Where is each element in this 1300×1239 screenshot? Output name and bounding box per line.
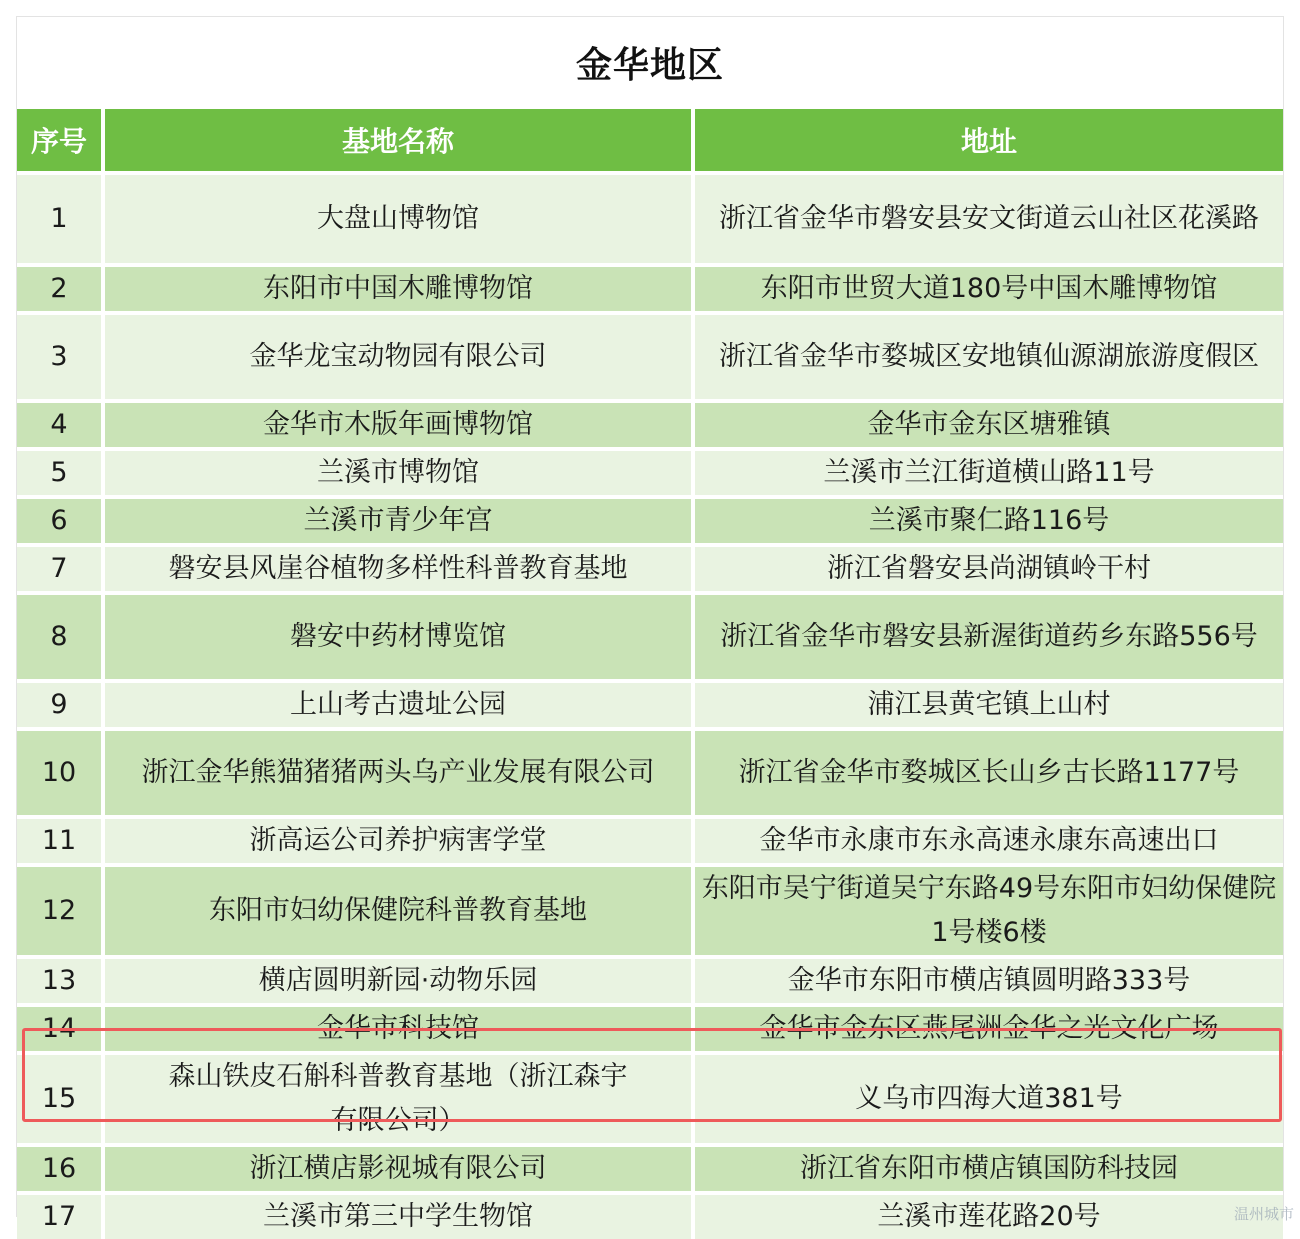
- cell-address: 浙江省金华市婺城区长山乡古长路1177号: [695, 727, 1283, 815]
- watermark-logo: 温州城市: [1233, 1205, 1294, 1223]
- table-row: [17, 863, 1283, 955]
- cell-index: 2: [17, 263, 105, 311]
- cell-index: 16: [17, 1143, 105, 1191]
- cell-name: 浙江横店影视城有限公司: [105, 1143, 695, 1191]
- table-frame: [16, 16, 1284, 1232]
- cell-name: 磐安中药材博览馆: [105, 591, 695, 679]
- cell-name: 磐安县风崖谷植物多样性科普教育基地: [105, 543, 695, 591]
- cell-index: 9: [17, 679, 105, 727]
- cell-name: 森山铁皮石斛科普教育基地（浙江森宇有限公司）: [105, 1051, 695, 1143]
- cell-index: 11: [17, 815, 105, 863]
- cell-name: 浙高运公司养护病害学堂: [105, 815, 695, 863]
- cell-address: 兰溪市兰江街道横山路11号: [695, 447, 1283, 495]
- cell-index: 4: [17, 399, 105, 447]
- cell-address: 兰溪市聚仁路116号: [695, 495, 1283, 543]
- cell-address: 浙江省东阳市横店镇国防科技园: [695, 1143, 1283, 1191]
- cell-address: 浙江省金华市磐安县安文街道云山社区花溪路: [695, 171, 1283, 263]
- cell-name: 东阳市妇幼保健院科普教育基地: [105, 863, 695, 955]
- cell-index: 12: [17, 863, 105, 955]
- table-row: [17, 1003, 1283, 1051]
- cell-address: 金华市东阳市横店镇圆明路333号: [695, 955, 1283, 1003]
- cell-index: 6: [17, 495, 105, 543]
- header-name: 基地名称: [105, 109, 695, 171]
- cell-index: 10: [17, 727, 105, 815]
- table-row: [17, 1191, 1283, 1239]
- cell-index: 5: [17, 447, 105, 495]
- cell-index: 14: [17, 1003, 105, 1051]
- cell-index: 17: [17, 1191, 105, 1239]
- cell-index: 3: [17, 311, 105, 399]
- table-row: [17, 955, 1283, 1003]
- cell-address: 浙江省金华市磐安县新渥街道药乡东路556号: [695, 591, 1283, 679]
- cell-name: 兰溪市博物馆: [105, 447, 695, 495]
- cell-address: 金华市金东区塘雅镇: [695, 399, 1283, 447]
- page-title: 金华地区: [575, 44, 724, 86]
- cell-address: 兰溪市莲花路20号: [695, 1191, 1283, 1239]
- cell-name: 兰溪市第三中学生物馆: [105, 1191, 695, 1239]
- table-row: [17, 815, 1283, 863]
- cell-address: 东阳市世贸大道180号中国木雕博物馆: [695, 263, 1283, 311]
- table-row: [17, 591, 1283, 679]
- cell-address: 义乌市四海大道381号: [695, 1051, 1283, 1143]
- base-table: [17, 109, 1283, 1239]
- table-row: [17, 311, 1283, 399]
- cell-name: 东阳市中国木雕博物馆: [105, 263, 695, 311]
- cell-name: 浙江金华熊猫猪猪两头乌产业发展有限公司: [105, 727, 695, 815]
- table-row: [17, 679, 1283, 727]
- table-row: [17, 171, 1283, 263]
- cell-name: 金华市科技馆: [105, 1003, 695, 1051]
- table-row: [17, 1051, 1283, 1143]
- cell-address: 东阳市吴宁街道吴宁东路49号东阳市妇幼保健院1号楼6楼: [695, 863, 1283, 955]
- cell-address: 金华市金东区燕尾洲金华之光文化广场: [695, 1003, 1283, 1051]
- cell-index: 15: [17, 1051, 105, 1143]
- cell-name: 大盘山博物馆: [105, 171, 695, 263]
- cell-address: 浙江省金华市婺城区安地镇仙源湖旅游度假区: [695, 311, 1283, 399]
- table-row: [17, 1143, 1283, 1191]
- cell-index: 13: [17, 955, 105, 1003]
- cell-index: 8: [17, 591, 105, 679]
- table-row: [17, 399, 1283, 447]
- cell-address: 金华市永康市东永高速永康东高速出口: [695, 815, 1283, 863]
- cell-name: 金华市木版年画博物馆: [105, 399, 695, 447]
- cell-address: 浦江县黄宅镇上山村: [695, 679, 1283, 727]
- table-row: [17, 543, 1283, 591]
- cell-name: 金华龙宝动物园有限公司: [105, 311, 695, 399]
- cell-index: 1: [17, 171, 105, 263]
- cell-index: 7: [17, 543, 105, 591]
- header-address: 地址: [695, 109, 1283, 171]
- cell-name: 兰溪市青少年宫: [105, 495, 695, 543]
- table-row: [17, 495, 1283, 543]
- cell-name: 横店圆明新园·动物乐园: [105, 955, 695, 1003]
- cell-name: 上山考古遗址公园: [105, 679, 695, 727]
- cell-address: 浙江省磐安县尚湖镇岭干村: [695, 543, 1283, 591]
- table-header-row: [17, 109, 1283, 171]
- table-row: [17, 263, 1283, 311]
- header-index: 序号: [17, 109, 105, 171]
- table-row: [17, 447, 1283, 495]
- table-row: [17, 727, 1283, 815]
